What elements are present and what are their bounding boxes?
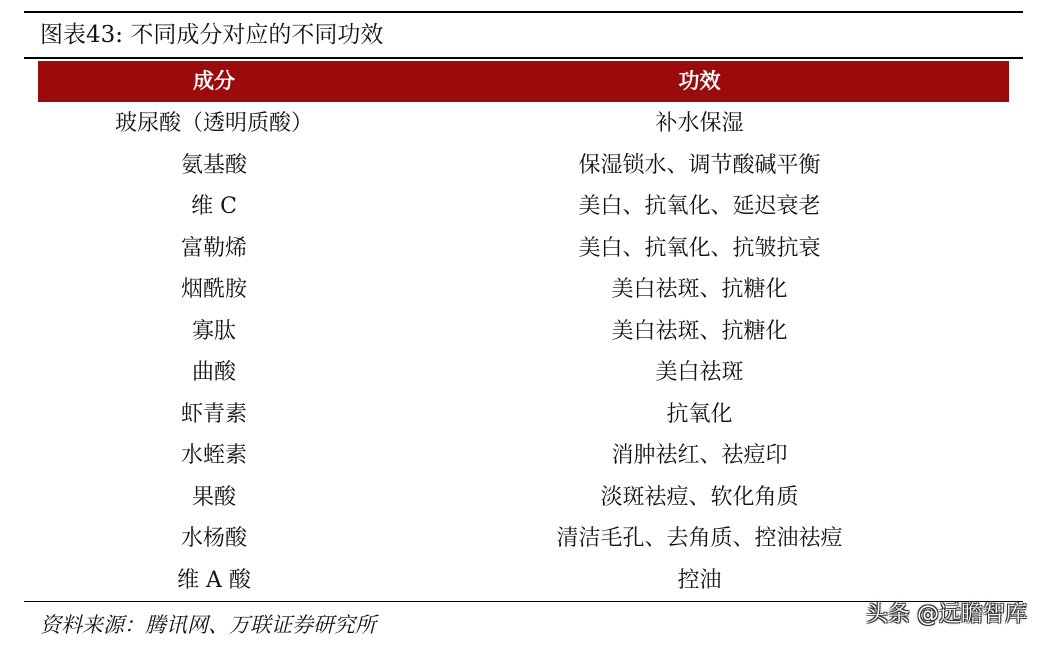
ingredient-cell: 虾青素	[180, 401, 247, 427]
source-note: 资料来源：腾讯网、万联证券研究所	[40, 613, 376, 637]
table-row	[38, 228, 1009, 270]
table-row	[38, 186, 1009, 228]
effect-cell: 美白、抗氧化、抗皱抗衰	[578, 235, 821, 261]
table-row	[38, 394, 1009, 436]
effect-cell: 补水保湿	[655, 111, 744, 136]
header-ingredient: 成分	[193, 69, 235, 93]
effect-cell: 淡斑祛痘、软化角质	[600, 484, 799, 510]
ingredient-cell: 水杨酸	[180, 526, 247, 551]
effect-cell: 抗氧化	[666, 401, 733, 427]
table-row	[38, 103, 1009, 145]
watermark: 头条 @远瞻智库	[866, 602, 1027, 627]
ingredient-cell: 果酸	[191, 484, 236, 510]
title-rule	[24, 57, 1023, 59]
table-row	[38, 311, 1009, 353]
header-effect: 功效	[678, 69, 721, 93]
table-row	[38, 269, 1009, 311]
ingredient-cell: 氨基酸	[180, 152, 247, 178]
effect-cell: 美白、抗氧化、延迟衰老	[578, 194, 821, 219]
ingredient-cell: 富勒烯	[180, 235, 247, 261]
table-row	[38, 352, 1009, 394]
table-body	[38, 103, 1009, 601]
table-row	[38, 560, 1009, 602]
table-row	[38, 435, 1009, 477]
effect-cell: 美白祛斑、抗糖化	[611, 318, 788, 344]
table-row	[38, 518, 1009, 560]
ingredient-cell: 玻尿酸（透明质酸）	[114, 111, 313, 136]
table-header	[38, 61, 1009, 102]
ingredient-cell: 寡肽	[191, 318, 236, 344]
figure-title: 图表43: 不同成分对应的不同功效	[40, 22, 384, 48]
ingredient-cell: 曲酸	[191, 360, 236, 385]
effect-cell: 美白祛斑、抗糖化	[611, 277, 788, 302]
ingredient-cell: 水蛭素	[180, 443, 247, 468]
table-row	[38, 145, 1009, 187]
effect-cell: 控油	[677, 567, 722, 593]
ingredient-cell: 烟酰胺	[180, 277, 247, 302]
effect-cell: 美白祛斑	[655, 360, 744, 385]
ingredient-cell: 维 C	[191, 194, 237, 219]
table-row	[38, 477, 1009, 519]
ingredient-cell: 维 A 酸	[177, 567, 251, 593]
top-rule	[24, 11, 1023, 13]
effect-cell: 保湿锁水、调节酸碱平衡	[578, 152, 821, 178]
effect-cell: 清洁毛孔、去角质、控油祛痘	[556, 526, 843, 551]
effect-cell: 消肿祛红、祛痘印	[611, 443, 788, 468]
